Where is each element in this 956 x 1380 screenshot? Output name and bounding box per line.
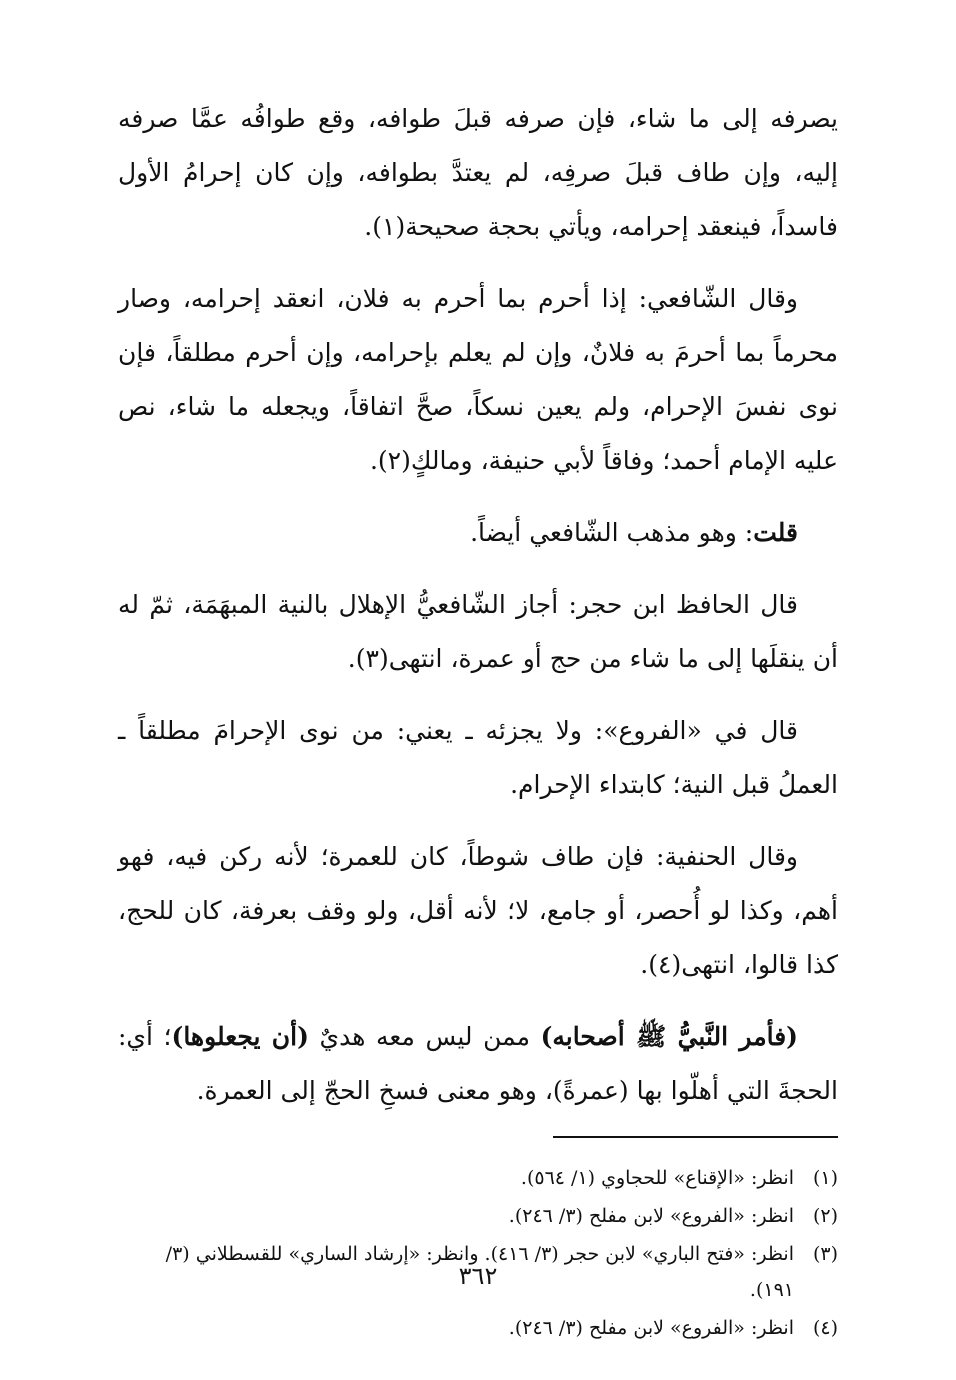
footnote-4-number: (٤) <box>812 1317 838 1339</box>
paragraph-4-line-2: ينقلَها إلى ما شاء من حج أو عمرة، انتهى(٣). <box>347 644 805 673</box>
commentary-2: ؛ أي: الحجةَ التي أهلّوا بها (عمرةً)، وهو معنى فسخِ الحجّ إلى العمرة. <box>118 1022 838 1105</box>
page-body <box>118 92 838 1348</box>
paragraph-4-line-1: قال الحافظ ابن حجر: أجاز الشّافعيُّ الإهلال بالنية المبهَمَة، ثمّ له أن <box>118 590 838 673</box>
paragraph-5-line-2: قبل النية؛ كابتداء الإحرام. <box>510 770 771 799</box>
footnote-4 <box>118 1310 838 1346</box>
footnote-1-number: (١) <box>812 1167 838 1189</box>
footnote-4-text: انظر: «الفروع» لابن مفلح (٣/ ٢٤٦). <box>508 1317 794 1339</box>
footnotes <box>118 1160 838 1346</box>
paragraph-6-line-1: وقال الحنفية: فإن طاف شوطاً، كان للعمرة؛ لأنه ركن فيه، فهو أهم، <box>118 842 838 925</box>
paragraph-2-line-4: الإمام أحمد؛ وفاقاً لأبي حنيفة، ومالكٍ(٢). <box>369 446 786 475</box>
paragraph-4 <box>118 578 838 686</box>
footnote-1 <box>118 1160 838 1196</box>
paragraph-2-line-1: وقال الشّافعي: إذا أحرم بما أحرم به فلان، انعقد إحرامه، وصار <box>118 284 798 313</box>
paragraph-3-rest: : وهو مذهب الشّافعي أيضاً. <box>470 518 754 547</box>
matn-quote-2: (أن يجعلوها) <box>171 1022 309 1051</box>
paragraph-1-line-2: طاف قبلَ صرفِه، لم يعتدَّ بطوافه، وإن كان إحرامُ الأول فاسداً، فينعقد <box>118 158 838 241</box>
footnote-3-number: (٣) <box>812 1243 838 1265</box>
footnote-3-text: انظر: «فتح الباري» لابن حجر (٣/ ٤١٦). وانظر: «إرشاد الساري» للقسطلاني (٣/ ١٩١). <box>165 1243 794 1301</box>
paragraph-5 <box>118 704 838 812</box>
footnote-1-text: انظر: «الإقناع» للحجاوي (١/ ٥٦٤). <box>520 1167 794 1189</box>
paragraph-6 <box>118 830 838 992</box>
paragraph-2-line-3: نفسَ الإحرام، ولم يعين نسكاً، صحَّ اتفاقاً، ويجعله ما شاء، نص عليه <box>118 392 838 475</box>
paragraph-6-line-3: قالوا، انتهى(٤). <box>640 950 799 979</box>
qultu-lead: قلت <box>753 518 798 547</box>
paragraph-7 <box>118 1010 838 1118</box>
paragraph-1-line-1: يصرفه إلى ما شاء، فإن صرفه قبلَ طوافه، وقع طوافُه عمَّا صرفه إليه، وإن <box>118 104 838 187</box>
paragraph-2-line-2: محرماً بما أحرمَ به فلانٌ، وإن لم يعلم بإحرامه، وإن أحرم مطلقاً، فإن نوى <box>118 338 839 421</box>
paragraph-3 <box>118 506 838 560</box>
paragraph-1 <box>118 92 838 254</box>
paragraph-1-line-3: إحرامه، ويأتي بحجة صحيحة(١). <box>364 212 689 241</box>
paragraph-2 <box>118 272 838 488</box>
matn-quote-1: (فأمر النَّبيُّ ﷺ أصحابه) <box>540 1022 798 1051</box>
footnote-divider <box>553 1136 838 1138</box>
commentary-1: ممن ليس معه هديٌ <box>308 1022 541 1051</box>
paragraph-6-line-2: وكذا لو أُحصر، أو جامع، لا؛ لأنه أقل، ولو وقف بعرفة، كان للحج، كذا <box>118 896 838 979</box>
page-number: ٣٦٢ <box>458 1262 498 1290</box>
paragraph-5-line-1: قال في «الفروع»: ولا يجزئه ـ يعني: من نوى الإحرامَ مطلقاً ـ العملُ <box>118 716 838 799</box>
footnote-2-text: انظر: «الفروع» لابن مفلح (٣/ ٢٤٦). <box>508 1205 794 1227</box>
footnote-2-number: (٢) <box>812 1205 838 1227</box>
footnote-2 <box>118 1198 838 1234</box>
